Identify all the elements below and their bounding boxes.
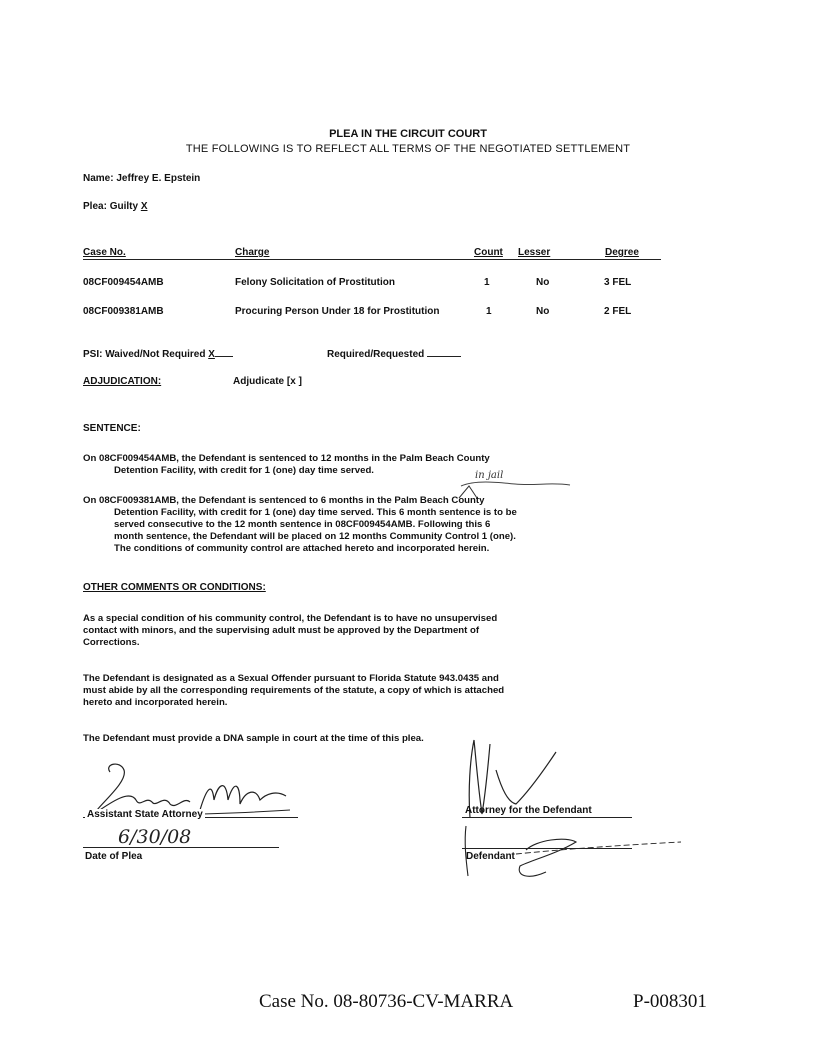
plea-label: Plea:	[83, 201, 107, 212]
header-underline	[83, 259, 661, 260]
adjudication-label: ADJUDICATION:	[83, 376, 162, 387]
condition2-line2: must abide by all the corresponding requirements of the statute, a copy of which is attached	[83, 685, 505, 696]
asa-label: Assistant State Attorney	[87, 809, 203, 820]
condition1-line1: As a special condition of his community control, the Defendant is to have no unsupervised	[83, 613, 498, 624]
header-count: Count	[474, 247, 503, 258]
plea-value: Guilty	[109, 201, 139, 212]
name-label: Name:	[83, 173, 114, 184]
sentence2-line2: Detention Facility, with credit for 1 (one) day time served. This 6 month sentence is to be	[114, 507, 517, 518]
row1-lesser: No	[536, 277, 550, 288]
row2-count: 1	[486, 306, 492, 317]
row2-charge: Procuring Person Under 18 for Prostitution	[235, 306, 440, 317]
condition3-line1: The Defendant must provide a DNA sample in court at the time of this plea.	[83, 733, 424, 744]
row1-charge: Felony Solicitation of Prostitution	[235, 277, 395, 288]
row2-degree: 2 FEL	[604, 306, 632, 317]
header-charge: Charge	[235, 247, 270, 258]
defendant-signature-line	[462, 848, 632, 849]
date-of-plea-label: Date of Plea	[85, 851, 143, 862]
name-value: Jeffrey E. Epstein	[116, 173, 201, 184]
footer-case-number: Case No. 08-80736-CV-MARRA	[259, 991, 514, 1012]
plea-mark: X	[140, 201, 148, 212]
header-degree: Degree	[605, 247, 639, 258]
attorney-label: Attorney for the Defendant	[465, 805, 592, 816]
psi-waived-mark: X	[208, 349, 215, 360]
sentence1-line2: Detention Facility, with credit for 1 (one) day time served.	[114, 465, 374, 476]
attorney-signature-line	[462, 817, 632, 818]
date-of-plea-value: 6/30/08	[118, 826, 192, 848]
defendant-label: Defendant	[466, 851, 515, 862]
handwritten-note: in jail	[475, 470, 504, 481]
psi-required: Required/Requested	[327, 349, 425, 360]
sentence2-line4: month sentence, the Defendant will be placed on 12 months Community Control 1 (one).	[114, 531, 516, 542]
psi-row	[83, 349, 233, 360]
date-of-plea-line	[83, 847, 279, 848]
sentence2-line3: served consecutive to the 12 month sentence in 08CF009454AMB. Following this 6	[114, 519, 491, 530]
condition2-line1: The Defendant is designated as a Sexual Offender pursuant to Florida Statute 943.0435 and	[83, 673, 499, 684]
name-row	[83, 173, 200, 184]
row1-degree: 3 FEL	[604, 277, 632, 288]
other-comments-heading: OTHER COMMENTS OR CONDITIONS:	[83, 582, 266, 593]
row2-lesser: No	[536, 306, 550, 317]
row1-case: 08CF009454AMB	[83, 277, 164, 288]
header-lesser: Lesser	[518, 247, 551, 258]
sentence1-line1: On 08CF009454AMB, the Defendant is sentenced to 12 months in the Palm Beach County	[83, 453, 490, 464]
condition1-line3: Corrections.	[83, 637, 140, 648]
sentence-heading: SENTENCE:	[83, 423, 141, 434]
psi-required-row	[327, 349, 461, 360]
adjudication-value: Adjudicate [x ]	[233, 376, 302, 387]
sentence2-line5: The conditions of community control are attached hereto and incorporated herein.	[114, 543, 490, 554]
psi-waived: Waived/Not Required	[105, 349, 206, 360]
sentence2-line1: On 08CF009381AMB, the Defendant is sentenced to 6 months in the Palm Beach County	[83, 495, 485, 506]
document-title: PLEA IN THE CIRCUIT COURT	[329, 128, 487, 140]
row1-count: 1	[484, 277, 490, 288]
psi-label: PSI:	[83, 349, 103, 360]
document-subtitle: THE FOLLOWING IS TO REFLECT ALL TERMS OF THE NEGOTIATED SETTLEMENT	[185, 143, 631, 155]
footer-page-id: P-008301	[633, 991, 707, 1012]
plea-row	[83, 201, 147, 212]
row2-case: 08CF009381AMB	[83, 306, 164, 317]
condition1-line2: contact with minors, and the supervising adult must be approved by the Department of	[83, 625, 480, 636]
header-case-no: Case No.	[83, 247, 126, 258]
condition2-line3: hereto and incorporated herein.	[83, 697, 228, 708]
